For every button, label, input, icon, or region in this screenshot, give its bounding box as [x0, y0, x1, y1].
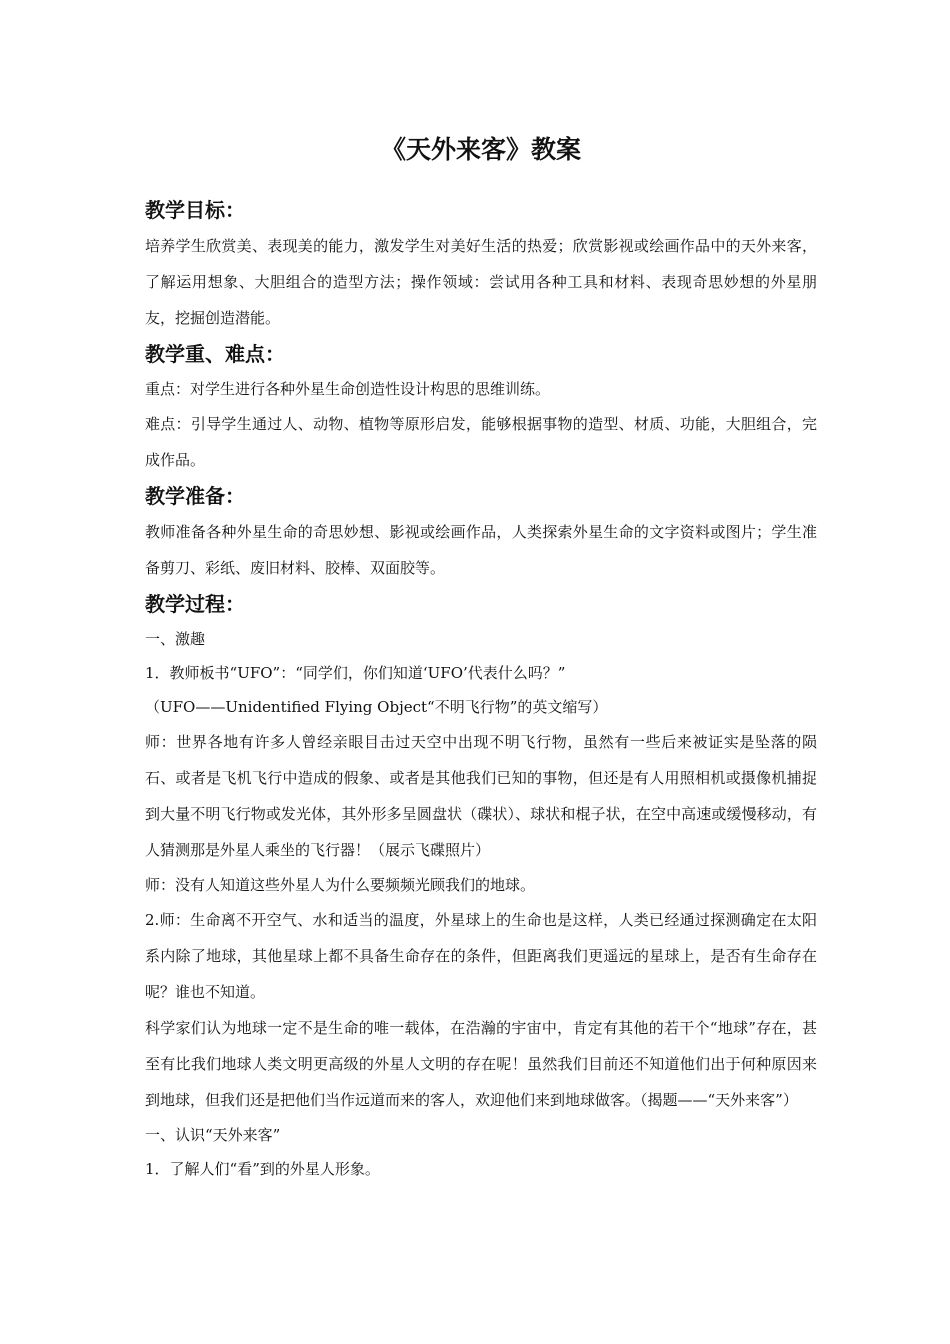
section-heading-preparation: 教学准备： — [145, 484, 245, 508]
section-heading-goals: 教学目标： — [145, 198, 245, 222]
section-heading-process: 教学过程： — [145, 592, 245, 616]
process-paragraph: 科学家们认为地球一定不是生命的唯一载体，在浩瀚的宇宙中，肯定有其他的若干个“地球”存在，甚至有比我们地球人类文明更高级的外星人文明的存在呢！虽然我们目前还不知道他们出于何种原因来到地球，但我们还是把他们当作远道而来的客人，欢迎他们来到地球做客。（揭题——“天外来客”） — [145, 1019, 817, 1109]
process-step-2-title: 一、认识“天外来客” — [145, 1126, 281, 1144]
section-heading-key-points: 教学重、难点： — [145, 342, 285, 366]
difficult-point-text: 难点：引导学生通过人、动物、植物等原形启发，能够根据事物的造型、材质、功能，大胆组合，完成作品。 — [145, 415, 817, 469]
goals-text: 培养学生欣赏美、表现美的能力，激发学生对美好生活的热爱；欣赏影视或绘画作品中的天外来客，了解运用想象、大胆组合的造型方法；操作领域：尝试用各种工具和材料、表现奇思妙想的外星朋友，挖掘创造潜能。 — [145, 237, 817, 327]
process-paragraph: 师：世界各地有许多人曾经亲眼目击过天空中出现不明飞行物，虽然有一些后来被证实是坠落的陨石、或者是飞机飞行中造成的假象、或者是其他我们已知的事物，但还是有人用照相机或摄像机捕捉到大量不明飞行物或发光体，其外形多呈圆盘状（碟状）、球状和棍子状，在空中高速或缓慢移动，有人猜测那是外星人乘坐的飞行器！（展示飞碟照片） — [145, 733, 817, 859]
process-paragraph: 1．了解人们“看”到的外星人形象。 — [145, 1160, 380, 1178]
process-paragraph: 1．教师板书“UFO”：“同学们，你们知道‘UFO’代表什么吗？” — [145, 664, 566, 682]
document-title: 《天外来客》教案 — [380, 135, 581, 164]
process-paragraph: （UFO——Unidentified Flying Object“不明飞行物”的英文缩写） — [145, 698, 608, 716]
process-paragraph: 师：没有人知道这些外星人为什么要频频光顾我们的地球。 — [145, 876, 536, 894]
preparation-text: 教师准备各种外星生命的奇思妙想、影视或绘画作品，人类探索外星生命的文字资料或图片；学生准备剪刀、彩纸、废旧材料、胶棒、双面胶等。 — [145, 523, 817, 577]
key-point-text: 重点：对学生进行各种外星生命创造性设计构思的思维训练。 — [145, 380, 551, 398]
process-paragraph: 2.师：生命离不开空气、水和适当的温度，外星球上的生命也是这样，人类已经通过探测确定在太阳系内除了地球，其他星球上都不具备生命存在的条件，但距离我们更遥远的星球上，是否有生命存在呢？谁也不知道。 — [145, 911, 817, 1001]
process-step-1-title: 一、激趣 — [145, 630, 206, 648]
document-content — [145, 128, 817, 1186]
